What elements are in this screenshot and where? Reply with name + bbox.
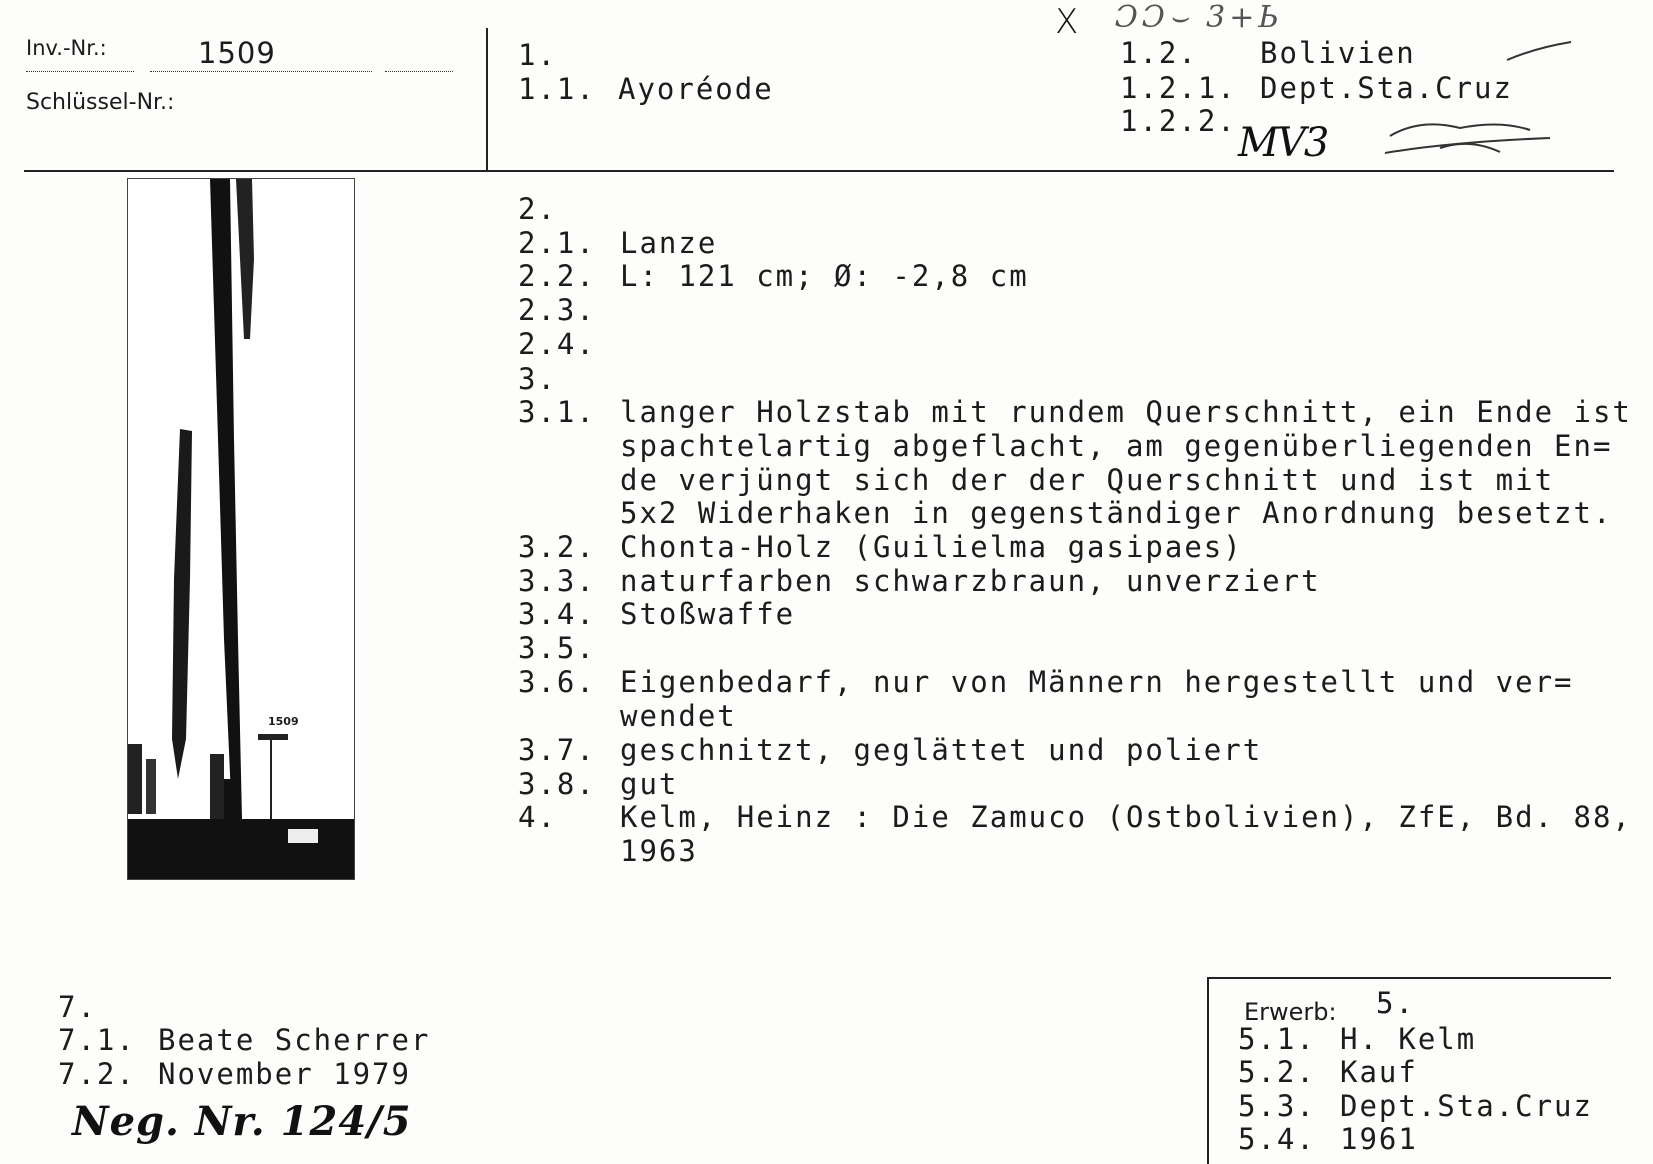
desc-row: 3.5. [518,631,596,665]
desc-row: 2.3. [518,293,596,327]
desc-row: 3.8. gut [518,767,679,801]
object-dimensions: L: 121 cm; Ø: -2,8 cm [620,259,1029,293]
erwerb-box-left [1207,977,1209,1164]
acquisition-year: 1961 [1340,1122,1418,1156]
desc-row: 3.4. Stoßwaffe [518,597,796,631]
desc-row: de verjüngt sich der der Querschnitt und ist mit [620,463,1555,497]
handwritten-negative-number: Neg. Nr. 124/5 [72,1098,412,1145]
acquisition-place: Dept.Sta.Cruz [1340,1089,1593,1123]
erwerb-row: 5.4. 1961 [1238,1122,1418,1156]
lance-photo-illustration [128,179,354,879]
desc-row: 3.3. naturfarben schwarzbraun, unverziert [518,564,1321,598]
inv-label: Inv.-Nr.: [26,36,107,60]
section7-author-row: 7.1. Beate Scherrer [58,1023,431,1057]
section1-ethnic-row: 1.1. Ayoréode [518,72,774,106]
erwerb-row: 5.3. Dept.Sta.Cruz [1238,1089,1593,1123]
desc-row: 3.7. geschnitzt, geglättet und poliert [518,733,1263,767]
object-photo [127,178,355,880]
erwerb-row: 5.2. Kauf [1238,1055,1418,1089]
literature-reference: Kelm, Heinz : Die Zamuco (Ostbolivien), ZfE, Bd. 88, [620,800,1632,834]
handwritten-strike-scribble [1380,108,1560,168]
handwritten-x-mark: X [1055,2,1079,42]
section7-num: 7. [58,990,97,1024]
region: Dept.Sta.Cruz [1260,71,1513,105]
desc-row: 2.4. [518,327,596,361]
inv-value: 1509 [198,36,276,70]
record-date: November 1979 [158,1057,411,1091]
handwritten-mv-note: MV3 [1238,120,1328,166]
desc-row: 1963 [620,834,698,868]
author: Beate Scherrer [158,1023,431,1057]
erwerb-box-top [1207,977,1611,979]
object-type: Lanze [620,226,718,260]
desc-row: 5x2 Widerhaken in gegenständiger Anordnung besetzt. [620,496,1613,530]
schluessel-label: Schlüssel-Nr.: [26,90,175,115]
section1-num: 1. [518,38,557,72]
erwerb-row: 5.1. H. Kelm [1238,1022,1477,1056]
erwerb-section-num: 5. [1376,986,1415,1020]
desc-row: spachtelartig abgeflacht, am gegenüberliegenden En= [620,429,1613,463]
section7-date-row: 7.2. November 1979 [58,1057,411,1091]
country: Bolivien [1260,36,1416,70]
header-rule [24,170,1614,172]
material: Chonta-Holz (Guilielma gasipaes) [620,530,1243,564]
ethnic-group: Ayoréode [618,72,774,106]
desc-row: 2. [518,192,557,226]
desc-row: 3. [518,362,557,396]
header-divider-vertical [486,28,488,171]
desc-row: 4. Kelm, Heinz : Die Zamuco (Ostbolivien), ZfE, Bd. 88, [518,800,1632,834]
desc-row: 2.2. L: 121 cm; Ø: -2,8 cm [518,259,1029,293]
section1-locality-row: 1.2.2. [1120,104,1237,138]
inv-dotted-line-2 [150,71,372,72]
desc-row: wendet [620,699,737,733]
acquisition-type: Kauf [1340,1055,1418,1089]
inv-dotted-line-3 [385,71,453,72]
desc-row: 3.6. Eigenbedarf, nur von Männern hergestellt und ver= [518,665,1574,699]
section1-country-row: 1.2. Bolivien [1120,36,1416,70]
handwritten-dash-mark [1505,36,1575,66]
section1-region-row: 1.2.1. Dept.Sta.Cruz [1120,71,1513,105]
handwritten-top-scribble: ƆƆ⌣ 3+Ь [1115,0,1283,35]
inv-dotted-line [26,71,134,72]
desc-row: 3.2. Chonta-Holz (Guilielma gasipaes) [518,530,1243,564]
acquired-from: H. Kelm [1340,1022,1477,1056]
desc-row: 2.1. Lanze [518,226,718,260]
photo-caption-label: 1509 [268,715,299,728]
erwerb-label: Erwerb: [1244,998,1337,1026]
desc-row: 3.1. langer Holzstab mit rundem Querschnitt, ein Ende ist [518,395,1632,429]
